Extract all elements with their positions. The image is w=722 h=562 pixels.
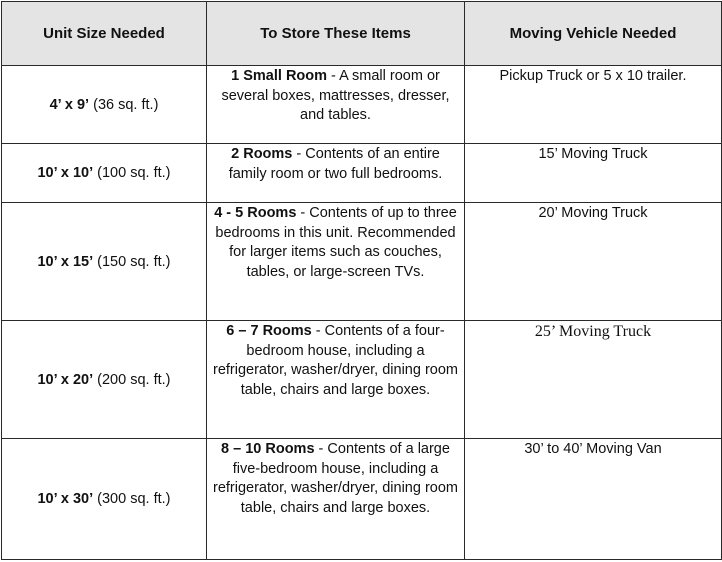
vehicle-cell: 25’ Moving Truck	[465, 321, 722, 439]
table-row	[2, 66, 722, 144]
unit-size-cell	[2, 439, 207, 560]
unit-size-area: (300 sq. ft.)	[93, 491, 171, 507]
header-unit-size: Unit Size Needed	[2, 2, 207, 66]
items-cell	[207, 203, 465, 321]
items-cell	[207, 439, 465, 560]
items-description: - Contents of up to three bedrooms in this unit. Recommended for larger items such as couches, tables, or large-screen TVs.	[215, 205, 457, 280]
items-rooms: 4 - 5 Rooms	[214, 205, 297, 221]
items-description: - A small room or several boxes, mattresses, dresser, and tables.	[221, 68, 450, 123]
items-rooms: 6 – 7 Rooms	[226, 323, 312, 339]
unit-size-dimensions: 10’ x 10’	[37, 165, 94, 181]
storage-unit-size-table	[1, 1, 722, 560]
header-moving-vehicle: Moving Vehicle Needed	[465, 2, 722, 66]
unit-size-area: (100 sq. ft.)	[93, 165, 171, 181]
unit-size-dimensions: 10’ x 15’	[37, 253, 94, 270]
unit-size-area: (200 sq. ft.)	[93, 371, 171, 388]
unit-size-area: (36 sq. ft.)	[89, 96, 159, 113]
table-row	[2, 144, 722, 203]
items-description: - Contents of a large five-bedroom house, including a refrigerator, washer/dryer, dining room table, chairs and large boxes.	[213, 441, 458, 516]
items-rooms: 8 – 10 Rooms	[221, 441, 315, 457]
unit-size-cell	[2, 321, 207, 439]
vehicle-cell: 30’ to 40’ Moving Van	[465, 439, 722, 560]
table-row	[2, 439, 722, 560]
unit-size-dimensions: 4’ x 9’	[49, 96, 90, 113]
unit-size-area: (150 sq. ft.)	[93, 253, 171, 270]
items-description: - Contents of an entire family room or two full bedrooms.	[228, 146, 443, 182]
vehicle-cell: Pickup Truck or 5 x 10 trailer.	[465, 66, 722, 144]
items-rooms: 1 Small Room	[231, 68, 328, 84]
unit-size-cell	[2, 66, 207, 144]
items-cell	[207, 66, 465, 144]
items-cell	[207, 144, 465, 203]
items-cell	[207, 321, 465, 439]
vehicle-cell: 20’ Moving Truck	[465, 203, 722, 321]
unit-size-cell	[2, 144, 207, 203]
items-rooms: 2 Rooms	[231, 146, 293, 162]
unit-size-cell	[2, 203, 207, 321]
header-row	[2, 2, 722, 66]
header-store-items: To Store These Items	[207, 2, 465, 66]
unit-size-dimensions: 10’ x 30’	[37, 491, 94, 507]
items-description: - Contents of a four-bedroom house, including a refrigerator, washer/dryer, dining room table, chairs and large boxes.	[213, 323, 458, 398]
vehicle-cell: 15’ Moving Truck	[465, 144, 722, 203]
unit-size-dimensions: 10’ x 20’	[37, 371, 94, 388]
table-row	[2, 203, 722, 321]
table-row	[2, 321, 722, 439]
